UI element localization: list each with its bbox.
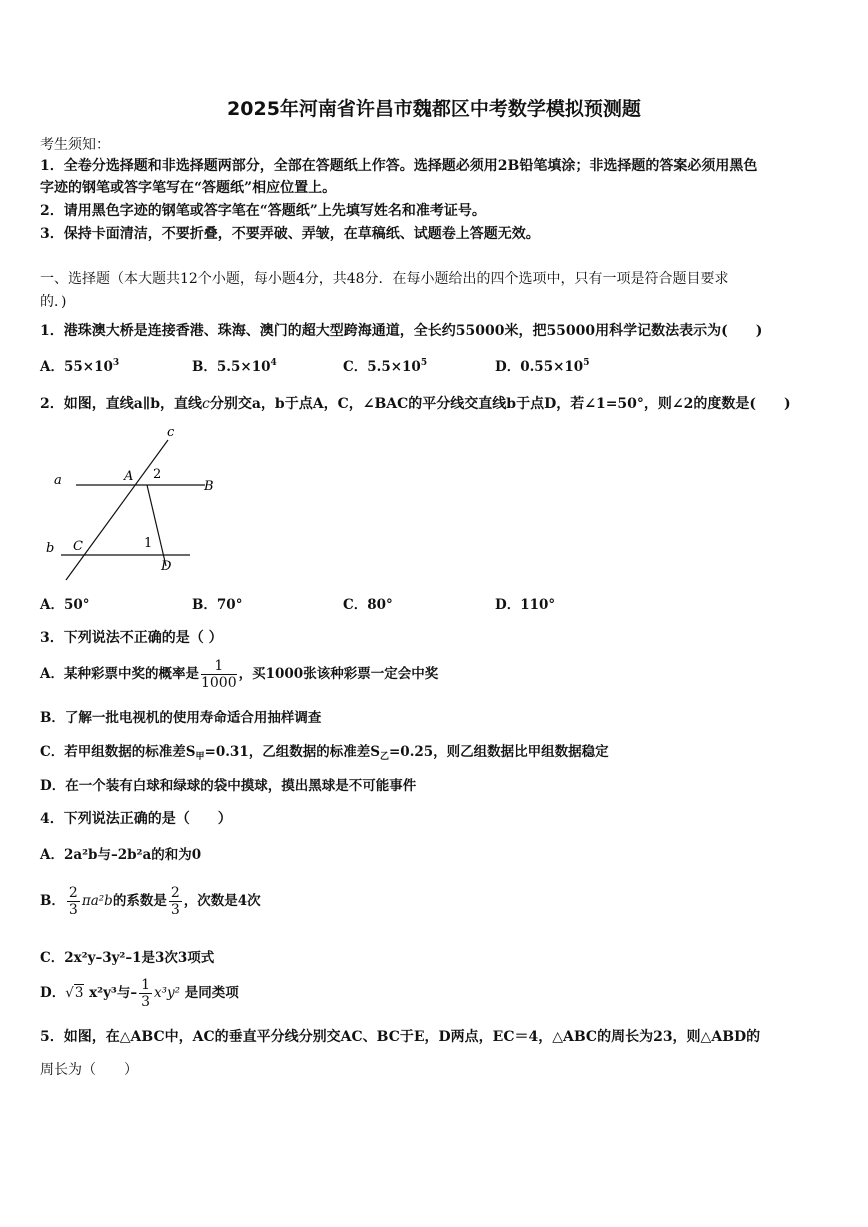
label-a: a bbox=[54, 473, 62, 488]
q1-option-a: A．$55\times 10^3$ bbox=[40, 358, 120, 375]
notice-item-2: 2．请用黑色字迹的钢笔或答字笔在“答题纸”上先填写姓名和准考证号。 bbox=[40, 203, 486, 219]
q4-option-d: D．√3 x²y³与– $\frac{1}{3}$ x³y² 是同类项 bbox=[40, 972, 239, 1014]
notice-item-1: 1．全卷分选择题和非选择题两部分，全部在答题纸上作答。选择题必须用2B铅笔填涂；非选择题的答案必须用黑色 bbox=[40, 158, 758, 174]
q3-option-b: B．了解一批电视机的使用寿命适合用抽样调查 bbox=[40, 710, 322, 726]
fraction: $\frac{2}{3}$ bbox=[170, 885, 180, 918]
label-b: b bbox=[46, 541, 55, 556]
label-D: D bbox=[161, 559, 172, 574]
question-4-stem: 4．下列说法正确的是（ ） bbox=[40, 811, 232, 827]
label-c: c bbox=[167, 425, 175, 440]
question-1-stem: 1．港珠澳大桥是连接香港、珠海、澳门的超大型跨海通道，全长约55000米，把55000用科学记数法表示为( ) bbox=[40, 323, 763, 339]
question-5-stem-cont: 周长为（ ） bbox=[40, 1062, 138, 1078]
q4-option-b: B． $\frac{2}{3}$ πa²b的系数是 $\frac{2}{3}$ ，次数是4次 bbox=[40, 885, 261, 918]
question-2-stem: 2．如图，直线a∥b，直线c分别交a，b于点A，C，∠BAC的平分线交直线b于点D，若∠1=50°，则∠2的度数是( ) bbox=[40, 396, 791, 412]
section-heading: 一、选择题（本大题共12个小题，每小题4分，共48分．在每小题给出的四个选项中，只有一项是符合题目要求 bbox=[40, 271, 729, 287]
question-5-stem: 5．如图，在△ABC中，AC的垂直平分线分别交AC、BC于E，D两点，EC＝4，△ABC的周长为23，则△ABD的 bbox=[40, 1029, 761, 1045]
q2-option-a: A．50° bbox=[40, 597, 90, 613]
parallel-lines-figure bbox=[40, 420, 230, 585]
q3-option-d: D．在一个装有白球和绿球的袋中摸球，摸出黑球是不可能事件 bbox=[40, 778, 417, 794]
notice-item-3: 3．保持卡面清洁，不要折叠，不要弄破、弄皱，在草稿纸、试题卷上答题无效。 bbox=[40, 226, 540, 242]
q2-option-b: B．70° bbox=[192, 597, 243, 613]
q2-option-d: D．110° bbox=[495, 597, 556, 613]
q1-option-d: D．$0.55\times 10^5$ bbox=[495, 358, 590, 375]
label-A: A bbox=[124, 469, 134, 484]
page-title: 2025年河南省许昌市魏都区中考数学模拟预测题 bbox=[227, 98, 641, 120]
label-C: C bbox=[73, 539, 83, 554]
question-3-stem: 3．下列说法不正确的是（ ） bbox=[40, 630, 223, 646]
fraction: $\frac{1}{1000}$ bbox=[200, 658, 237, 691]
notice-item-1-cont: 字迹的钢笔或答字笔写在“答题纸”相应位置上。 bbox=[40, 180, 337, 196]
q4-option-a: A．2a²b与–2b²a的和为0 bbox=[40, 847, 202, 863]
label-angle-1: 1 bbox=[144, 536, 153, 551]
q4-option-c: C．2x²y–3y²–1是3次3项式 bbox=[40, 950, 215, 966]
bisector-ad bbox=[147, 485, 166, 566]
fraction: $\frac{2}{3}$ bbox=[68, 885, 78, 918]
q3-option-a: A．某种彩票中奖的概率是 $\frac{1}{1000}$ ，买1000张该种彩票一定会中奖 bbox=[40, 658, 439, 691]
sqrt: √3 bbox=[65, 985, 84, 1001]
notice-heading: 考生须知： bbox=[40, 137, 110, 153]
q2-option-c: C．80° bbox=[343, 597, 393, 613]
label-angle-2: 2 bbox=[153, 467, 162, 482]
section-heading-cont: 的．) bbox=[40, 294, 67, 310]
q1-option-c: C．$5.5\times 10^5$ bbox=[343, 358, 428, 375]
label-B: B bbox=[204, 479, 214, 494]
q1-option-b: B．$5.5\times 10^4$ bbox=[192, 358, 277, 375]
fraction: $\frac{1}{3}$ bbox=[141, 977, 151, 1010]
q3-option-c: C．若甲组数据的标准差$S_甲=0.31$，乙组数据的标准差$S_乙=0.25$，则乙组数据比甲组数据稳定 bbox=[40, 744, 609, 762]
